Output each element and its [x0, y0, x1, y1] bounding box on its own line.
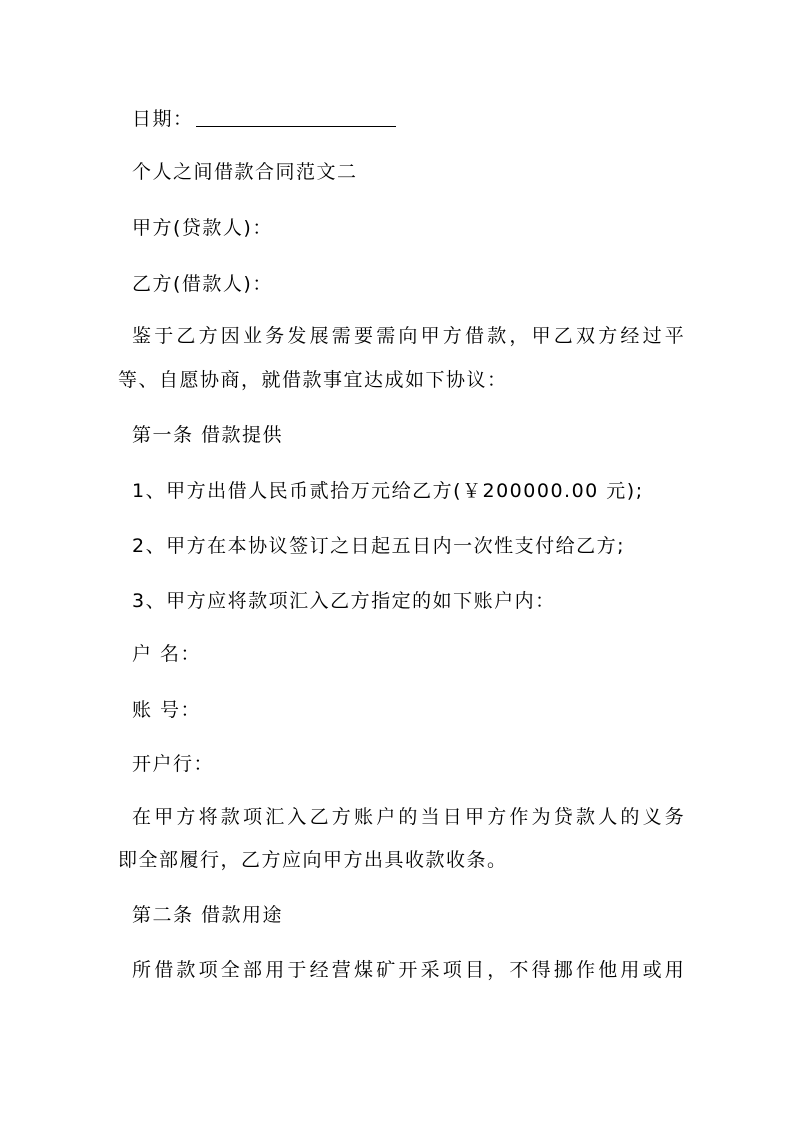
transfer-line-1-text: 在甲方将款项汇入乙方账户的当日甲方作为贷款人的义务 — [132, 806, 688, 828]
transfer-paragraph-line-1 — [118, 803, 688, 831]
account-number-label: 账 号： — [132, 699, 202, 721]
bank-line — [118, 750, 688, 778]
contract-title-text: 个人之间借款合同范文二 — [132, 161, 358, 183]
article-1-item-1 — [118, 477, 688, 505]
intro-paragraph-line-1 — [118, 322, 688, 350]
transfer-paragraph-line-2 — [118, 846, 688, 874]
party-b-text: 乙方(借款人)： — [132, 273, 273, 295]
article-2-title-text: 第二条 借款用途 — [132, 904, 284, 926]
article-1-item-3 — [118, 587, 688, 615]
article-1-item-2 — [118, 532, 688, 560]
article-1-title — [118, 421, 688, 449]
item-3-text: 3、甲方应将款项汇入乙方指定的如下账户内： — [132, 590, 556, 612]
party-a-text: 甲方(贷款人)： — [132, 217, 273, 239]
article-2-title — [118, 901, 688, 929]
party-b-line — [118, 270, 688, 298]
article-1-title-text: 第一条 借款提供 — [132, 424, 284, 446]
party-a-line — [118, 214, 688, 242]
intro-line-1-text: 鉴于乙方因业务发展需要需向甲方借款，甲乙双方经过平 — [132, 325, 688, 347]
item-1-text: 1、甲方出借人民币贰拾万元给乙方(￥200000.00 元); — [132, 480, 644, 502]
account-name-line — [118, 640, 688, 668]
date-blank-underline — [196, 106, 396, 127]
bank-label: 开户行： — [132, 753, 215, 775]
date-line — [118, 105, 688, 133]
account-number-line — [118, 696, 688, 724]
purpose-line-1-text: 所借款项全部用于经营煤矿开采项目，不得挪作他用或用 — [132, 959, 688, 981]
intro-line-2-text: 等、自愿协商，就借款事宜达成如下协议： — [118, 369, 508, 391]
contract-title — [118, 158, 688, 186]
transfer-line-2-text: 即全部履行，乙方应向甲方出具收款收条。 — [118, 849, 508, 871]
date-label: 日期： — [132, 108, 194, 130]
account-name-label: 户 名： — [132, 643, 202, 665]
intro-paragraph-line-2 — [118, 366, 688, 394]
item-2-text: 2、甲方在本协议签订之日起五日内一次性支付给乙方; — [132, 535, 625, 557]
purpose-paragraph-line-1 — [118, 956, 688, 984]
